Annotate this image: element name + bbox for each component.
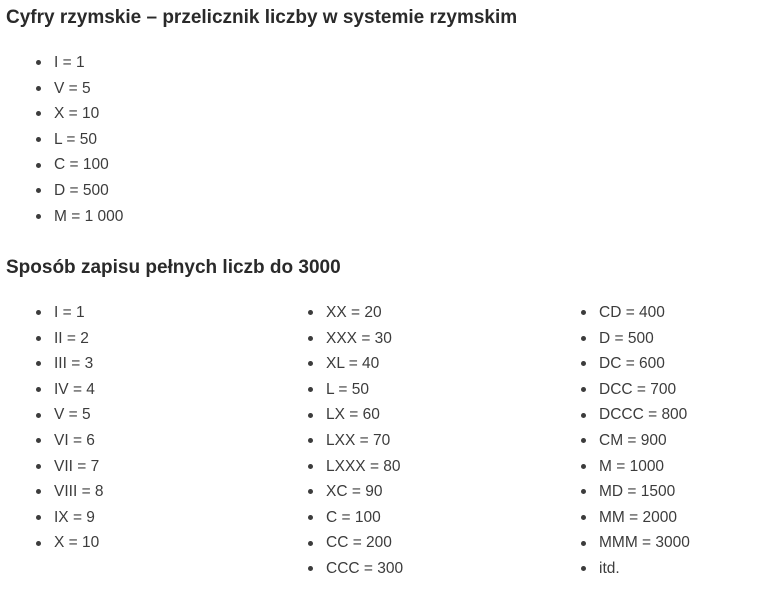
list-item: XL = 40: [306, 351, 403, 377]
list-item: LX = 60: [306, 402, 403, 428]
list-item: DCC = 700: [579, 377, 690, 403]
list-item: D = 500: [579, 326, 690, 352]
list-item: MM = 2000: [579, 505, 690, 531]
list-item: CC = 200: [306, 530, 403, 556]
list-item: VIII = 8: [34, 479, 104, 505]
list-item: CM = 900: [579, 428, 690, 454]
list-item: I = 1: [34, 50, 123, 76]
list-item: VI = 6: [34, 428, 104, 454]
list-item: XX = 20: [306, 300, 403, 326]
numbers-list-column-1: [34, 300, 104, 556]
list-item: L = 50: [306, 377, 403, 403]
list-item: MD = 1500: [579, 479, 690, 505]
list-item: XC = 90: [306, 479, 403, 505]
numbers-list-column-3: [579, 300, 690, 582]
list-item: X = 10: [34, 101, 123, 127]
roman-numerals-basic-list: [34, 50, 123, 229]
list-item: LXX = 70: [306, 428, 403, 454]
list-item: LXXX = 80: [306, 454, 403, 480]
list-item: DCCC = 800: [579, 402, 690, 428]
list-item: MMM = 3000: [579, 530, 690, 556]
list-item: C = 100: [34, 152, 123, 178]
list-item: M = 1000: [579, 454, 690, 480]
section-title-roman-numerals: Cyfry rzymskie – przelicznik liczby w systemie rzymskim: [6, 7, 518, 28]
list-item: L = 50: [34, 127, 123, 153]
numbers-list-column-2: [306, 300, 403, 582]
list-item: VII = 7: [34, 454, 104, 480]
section-title-full-numbers: Sposób zapisu pełnych liczb do 3000: [6, 257, 341, 278]
list-item: III = 3: [34, 351, 104, 377]
list-item: V = 5: [34, 76, 123, 102]
list-item: IX = 9: [34, 505, 104, 531]
list-item: CD = 400: [579, 300, 690, 326]
list-item: itd.: [579, 556, 690, 582]
list-item: CCC = 300: [306, 556, 403, 582]
list-item: V = 5: [34, 402, 104, 428]
list-item: D = 500: [34, 178, 123, 204]
list-item: XXX = 30: [306, 326, 403, 352]
list-item: IV = 4: [34, 377, 104, 403]
list-item: C = 100: [306, 505, 403, 531]
list-item: I = 1: [34, 300, 104, 326]
list-item: X = 10: [34, 530, 104, 556]
list-item: II = 2: [34, 326, 104, 352]
list-item: M = 1 000: [34, 204, 123, 230]
list-item: DC = 600: [579, 351, 690, 377]
